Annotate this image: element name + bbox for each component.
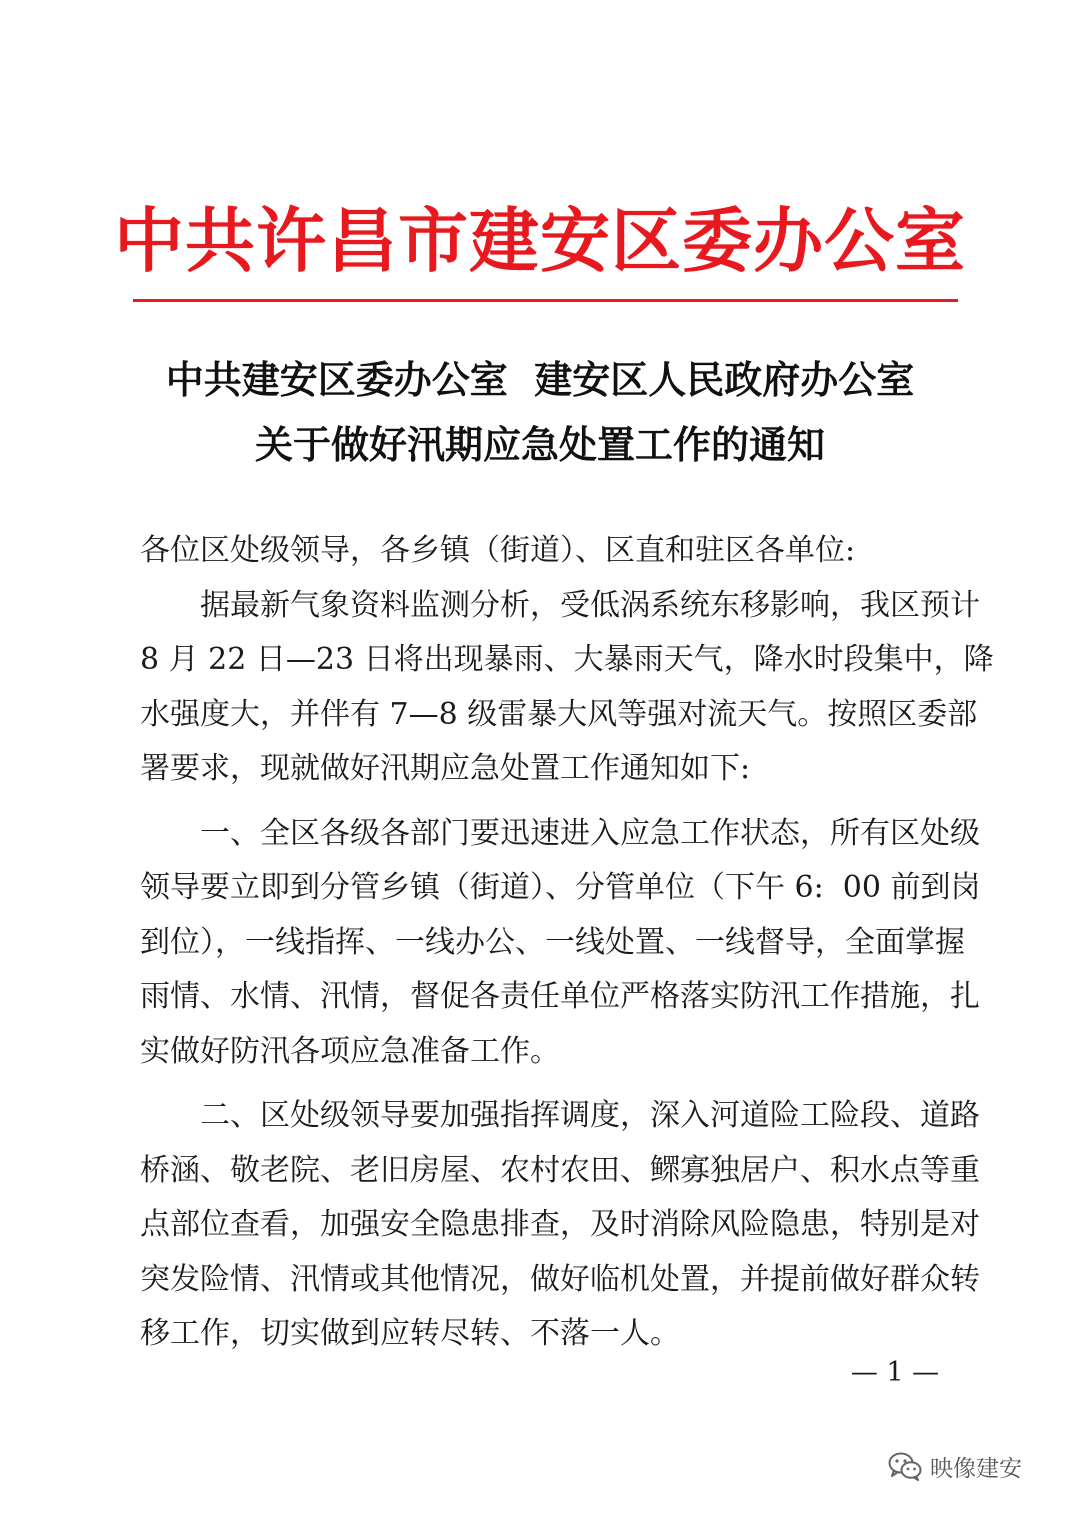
paragraph-line: 二、区处级领导要加强指挥调度，深入河道险工险段、道路	[200, 1098, 980, 1133]
document-title-line-2: 关于做好汛期应急处置工作的通知	[254, 422, 825, 467]
paragraph-line: 桥涵、敬老院、老旧房屋、农村农田、鳏寡独居户、积水点等重	[140, 1152, 980, 1188]
page-number: — 1 —	[850, 1357, 940, 1388]
salutation: 各位区处级领导，各乡镇（街道）、区直和驻区各单位:	[140, 533, 856, 568]
paragraph-line: 实做好防汛各项应急准备工作。	[140, 1033, 560, 1069]
paragraph-line: 署要求，现就做好汛期应急处置工作通知如下:	[140, 751, 751, 786]
paragraph-3	[140, 1089, 980, 1362]
paragraph-line: 据最新气象资料监测分析，受低涡系统东移影响，我区预计	[200, 587, 980, 623]
paragraph-line: 一、全区各级各部门要迅速进入应急工作状态，所有区处级	[200, 815, 980, 851]
paragraph-line: 水强度大，并伴有 7—8 级雷暴大风等强对流天气。按照区委部	[140, 696, 978, 732]
paragraph-line: 点部位查看，加强安全隐患排查，及时消除风险隐患，特别是对	[140, 1207, 980, 1242]
paragraph-line: 到位），一线指挥、一线办公、一线处置、一线督导，全面掌握	[140, 924, 965, 960]
wechat-icon	[888, 1451, 922, 1481]
letterhead-red-rule	[133, 299, 958, 302]
watermark-label: 映像建安	[930, 1455, 1022, 1482]
document-body	[140, 524, 994, 1362]
letterhead-title: 中共许昌市建安区委办公室	[114, 200, 966, 282]
paragraph-line: 雨情、水情、汛情，督促各责任单位严格落实防汛工作措施，扎	[140, 979, 980, 1014]
paragraph-1	[140, 579, 994, 797]
paragraph-line: 领导要立即到分管乡镇（街道）、分管单位（下午 6: 00 前到岗	[140, 870, 981, 905]
wechat-watermark	[888, 1446, 1022, 1486]
paragraph-2	[140, 807, 981, 1080]
paragraph-line: 8 月 22 日—23 日将出现暴雨、大暴雨天气，降水时段集中，降	[140, 642, 994, 677]
paragraph-line: 移工作，切实做到应转尽转、不落一人。	[140, 1316, 680, 1351]
document-title-line-1: 中共建安区委办公室 建安区人民政府办公室	[165, 357, 915, 402]
paragraph-line: 突发险情、汛情或其他情况，做好临机处置，并提前做好群众转	[140, 1261, 980, 1297]
